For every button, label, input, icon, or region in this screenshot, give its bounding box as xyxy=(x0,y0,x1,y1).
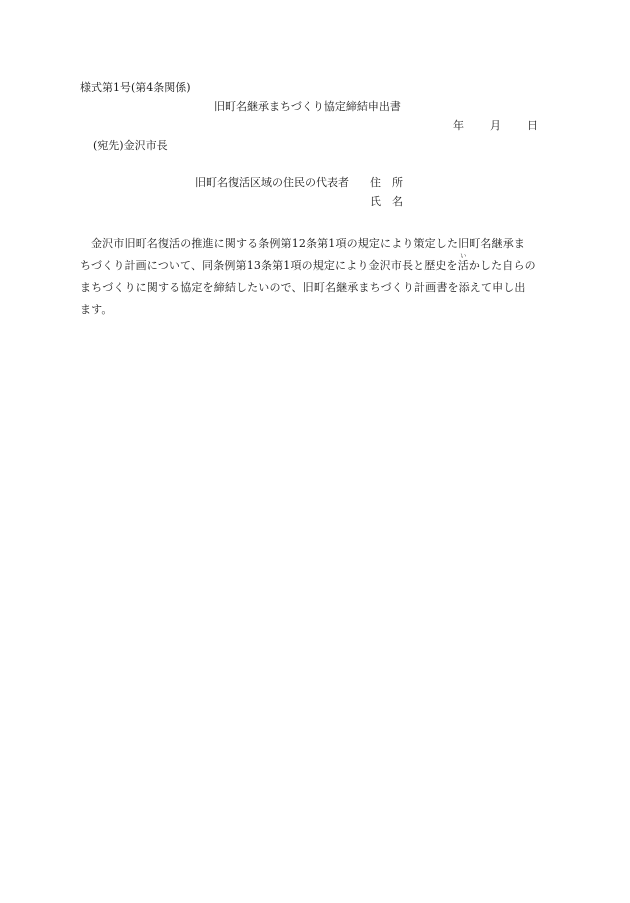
body-line-3 xyxy=(80,277,550,299)
date-month-label: 月 xyxy=(490,119,501,132)
document-title: 旧町名継承まちづくり協定締結申出書 xyxy=(214,100,401,113)
date-day-label: 日 xyxy=(527,119,538,132)
ruby-word xyxy=(458,255,469,277)
body-line-4 xyxy=(80,299,550,321)
body-line-2-text-b: かした自らの xyxy=(468,259,536,272)
form-number: 様式第1号(第4条関係) xyxy=(80,81,191,94)
ruby-kana: い xyxy=(460,253,467,260)
body-line-3-text: まちづくりに関する協定を締結したいので、旧町名継承まちづくり計画書を添えて申し出 xyxy=(80,281,526,294)
body-line-4-text: ます。 xyxy=(80,303,113,316)
representative-label: 旧町名復活区域の住民の代表者 xyxy=(195,176,349,189)
address-label: 住 所 xyxy=(370,176,403,189)
date-line xyxy=(453,120,538,131)
name-label: 氏 名 xyxy=(370,195,403,208)
ruby-base: 活 xyxy=(457,259,469,272)
addressee: (宛先)金沢市長 xyxy=(93,139,168,152)
body-line-2-text-a: ちづくり計画について、同条例第13条第1項の規定により金沢市長と歴史を xyxy=(80,259,458,272)
date-year-label: 年 xyxy=(453,119,464,132)
body-line-2 xyxy=(80,255,550,277)
body-line-1-text: 金沢市旧町名復活の推進に関する条例第12条第1項の規定により策定した旧町名継承ま xyxy=(91,237,525,250)
body-paragraph xyxy=(80,233,550,321)
body-line-1 xyxy=(80,233,550,255)
